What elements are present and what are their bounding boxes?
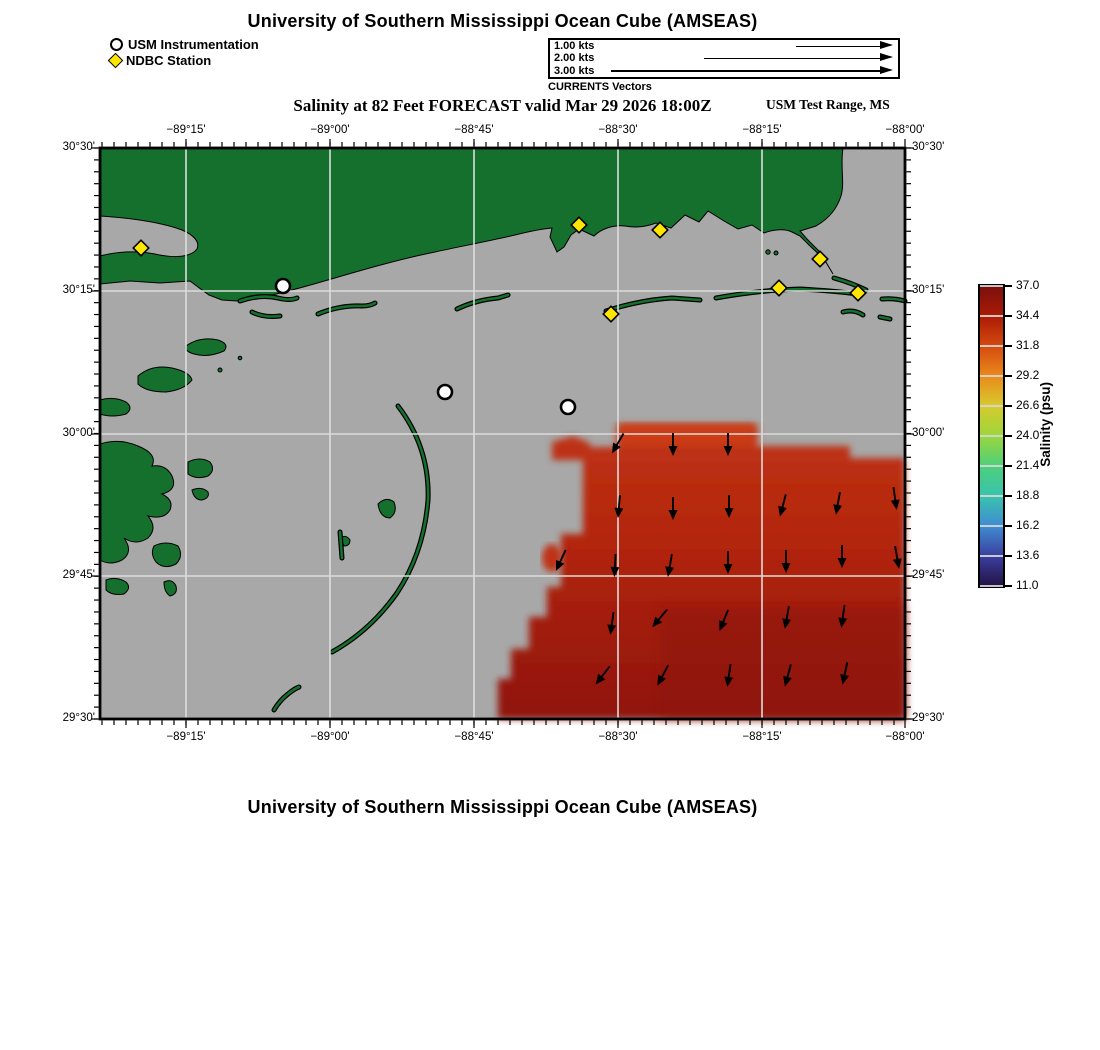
y-axis-label-right: 30°15' <box>912 284 945 296</box>
vector-key-arrow-line <box>611 70 881 72</box>
x-axis-label-top: −88°15' <box>742 124 782 136</box>
y-axis-label-right: 30°30' <box>912 141 945 153</box>
usm-station-marker <box>561 400 575 414</box>
y-axis-label-right: 29°45' <box>912 569 945 581</box>
forecast-map <box>88 136 917 731</box>
x-axis-label-bottom: −89°00' <box>310 731 350 743</box>
legend-ndbc-label: NDBC Station <box>126 52 212 68</box>
x-axis-label-top: −88°30' <box>598 124 638 136</box>
colorbar-tick-label: 37.0 <box>1016 278 1040 292</box>
colorbar-tick-label: 31.8 <box>1016 338 1040 352</box>
colorbar-grid-line <box>980 585 1003 587</box>
colorbar-grid-line <box>980 435 1003 437</box>
ndbc-diamond-icon <box>108 52 124 68</box>
vector-key-arrow-line <box>796 46 881 48</box>
station-legend <box>110 36 259 68</box>
vector-key-arrowhead-icon <box>880 53 893 61</box>
colorbar-tick <box>1004 435 1012 437</box>
vector-key-label: 1.00 kts <box>554 40 595 52</box>
x-axis-label-top: −88°45' <box>454 124 494 136</box>
usm-circle-icon <box>110 38 123 51</box>
usm-station-marker <box>276 279 290 293</box>
colorbar-tick <box>1004 315 1012 317</box>
forecast-subtitle: Salinity at 82 Feet FORECAST valid Mar 29 2026 18:00Z <box>293 96 712 115</box>
currents-vector-key <box>548 38 900 79</box>
vector-key-label: 2.00 kts <box>554 52 595 65</box>
x-axis-label-bottom: −88°15' <box>742 731 782 743</box>
vector-key-arrow-line <box>704 58 881 60</box>
colorbar-tick-label: 11.0 <box>1016 578 1039 592</box>
colorbar-tick-label: 29.2 <box>1016 368 1040 382</box>
vector-key-arrowhead-icon <box>880 66 893 74</box>
x-axis-label-bottom: −89°15' <box>166 731 206 743</box>
colorbar-tick <box>1004 495 1012 497</box>
colorbar-tick <box>1004 585 1012 587</box>
colorbar-tick <box>1004 405 1012 407</box>
vector-key-row <box>554 65 898 77</box>
legend-usm-label: USM Instrumentation <box>128 36 259 52</box>
colorbar-tick-label: 16.2 <box>1016 518 1040 532</box>
colorbar-grid-line <box>980 375 1003 377</box>
colorbar-tick <box>1004 375 1012 377</box>
x-axis-label-bottom: −88°45' <box>454 731 494 743</box>
y-axis-label-right: 29°30' <box>912 712 945 724</box>
usm-station-marker <box>438 385 452 399</box>
colorbar-tick-label: 26.6 <box>1016 398 1040 412</box>
colorbar-grid-line <box>980 465 1003 467</box>
legend-row-ndbc <box>110 52 259 68</box>
y-axis-label-left: 29°45' <box>62 569 95 581</box>
colorbar-tick-label: 18.8 <box>1016 488 1040 502</box>
y-axis-label-left: 30°30' <box>62 141 95 153</box>
colorbar-tick <box>1004 345 1012 347</box>
colorbar-grid-line <box>980 315 1003 317</box>
colorbar-tick <box>1004 525 1012 527</box>
colorbar-grid-line <box>980 495 1003 497</box>
colorbar-tick-label: 21.4 <box>1016 458 1040 472</box>
legend-row-usm <box>110 36 259 52</box>
page-title: University of Southern Mississippi Ocean Cube (AMSEAS) <box>247 11 758 31</box>
colorbar-title: Salinity (psu) <box>1038 382 1053 467</box>
colorbar-tick <box>1004 465 1012 467</box>
x-axis-label-bottom: −88°30' <box>598 731 638 743</box>
currents-vector-caption: CURRENTS Vectors <box>548 81 652 93</box>
x-axis-label-bottom: −88°00' <box>885 731 925 743</box>
colorbar-grid-line <box>980 405 1003 407</box>
x-axis-label-top: −89°00' <box>310 124 350 136</box>
vector-key-row <box>554 40 898 52</box>
vector-key-label: 3.00 kts <box>554 64 595 77</box>
colorbar-grid-line <box>980 555 1003 557</box>
colorbar-tick-label: 34.4 <box>1016 308 1040 322</box>
colorbar-tick <box>1004 285 1012 287</box>
vector-key-row <box>554 52 898 64</box>
y-axis-label-right: 30°00' <box>912 427 945 439</box>
x-axis-label-top: −89°15' <box>166 124 206 136</box>
colorbar-grid-line <box>980 525 1003 527</box>
x-axis-label-top: −88°00' <box>885 124 925 136</box>
colorbar-tick-label: 13.6 <box>1016 548 1040 562</box>
colorbar-tick <box>1004 555 1012 557</box>
footer-title: University of Southern Mississippi Ocean Cube (AMSEAS) <box>247 797 758 817</box>
colorbar-tick-label: 24.0 <box>1016 428 1040 442</box>
colorbar-grid-line <box>980 285 1003 287</box>
region-label: USM Test Range, MS <box>766 97 890 112</box>
y-axis-label-left: 30°00' <box>62 427 95 439</box>
y-axis-label-left: 29°30' <box>62 712 95 724</box>
colorbar-grid-line <box>980 345 1003 347</box>
y-axis-label-left: 30°15' <box>62 284 95 296</box>
vector-key-arrowhead-icon <box>880 41 893 49</box>
